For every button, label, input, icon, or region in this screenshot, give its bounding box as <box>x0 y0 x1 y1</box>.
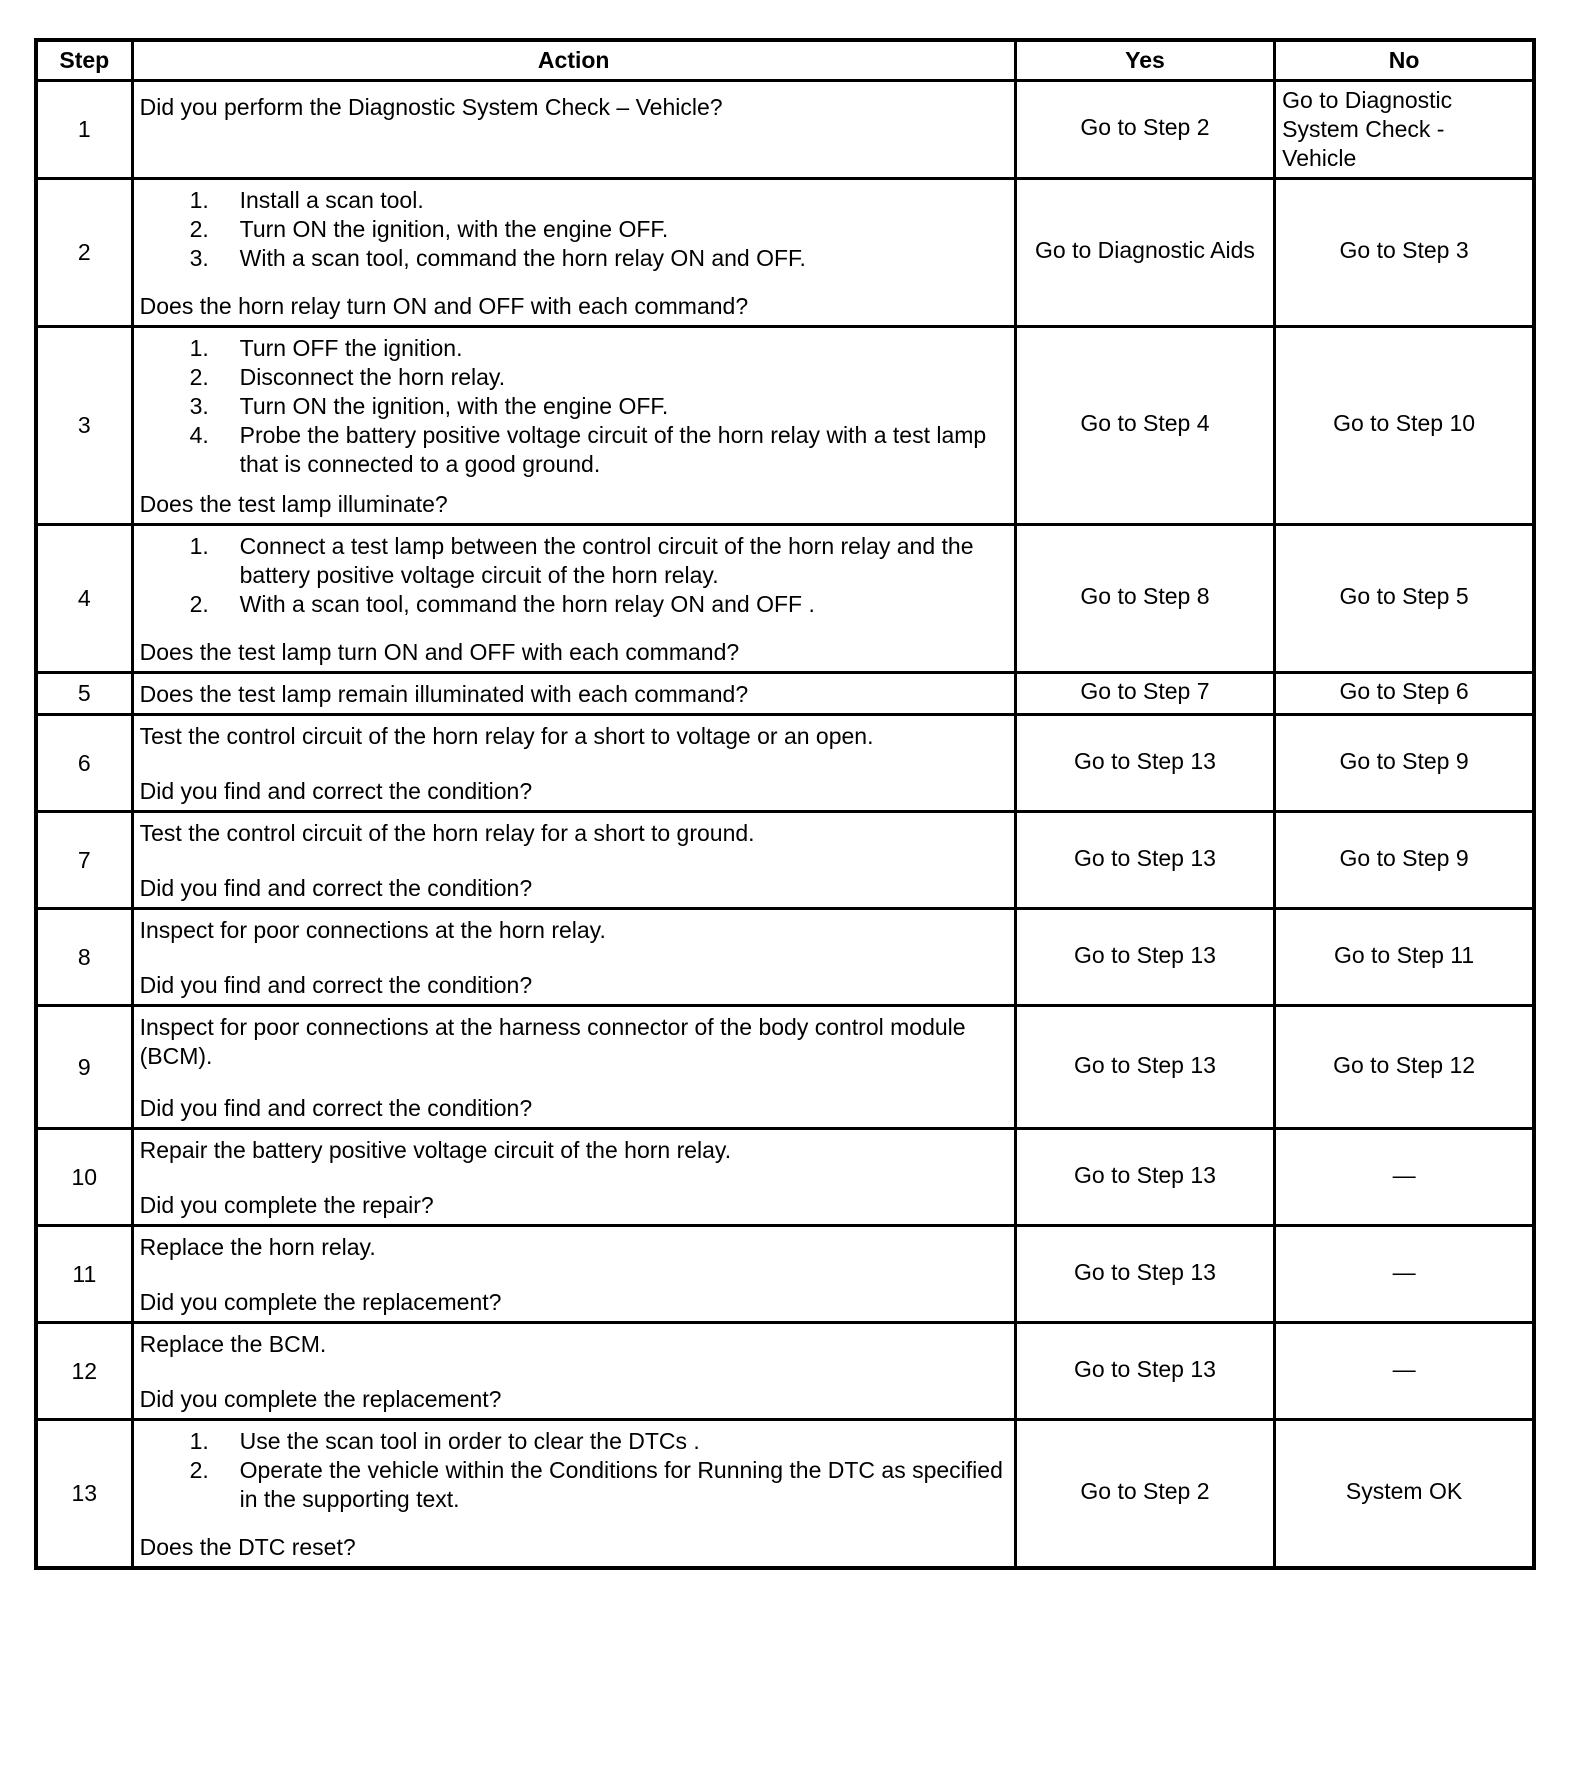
action-list <box>140 334 1008 479</box>
table-row <box>36 909 1534 1006</box>
list-item <box>190 244 1008 273</box>
no-outcome: System OK <box>1275 1420 1534 1569</box>
list-item-number: 1. <box>189 1428 209 1454</box>
action-list <box>140 1427 1008 1514</box>
list-item-text: Use the scan tool in order to clear the DTCs . <box>239 1428 700 1454</box>
action-cell <box>132 673 1015 715</box>
step-number: 3 <box>36 327 132 525</box>
action-cell <box>132 81 1015 179</box>
action-intro: Inspect for poor connections at the harness connector of the body control module (BCM). <box>139 1014 966 1069</box>
action-question: Did you find and correct the condition? <box>139 778 533 804</box>
yes-outcome: Go to Step 13 <box>1015 1006 1274 1129</box>
no-outcome: — <box>1275 1129 1534 1226</box>
yes-outcome: Go to Step 2 <box>1015 1420 1274 1569</box>
list-item <box>190 532 1008 590</box>
step-number: 9 <box>36 1006 132 1129</box>
table-row <box>36 673 1534 715</box>
action-list <box>140 186 1008 273</box>
action-cell <box>132 812 1015 909</box>
step-number: 4 <box>36 525 132 673</box>
list-item-text: Probe the battery positive voltage circuit of the horn relay with a test lamp that is connected to a good ground. <box>239 422 987 477</box>
action-cell <box>132 1006 1015 1129</box>
action-question: Did you find and correct the condition? <box>139 1095 533 1121</box>
list-item-text: With a scan tool, command the horn relay ON and OFF. <box>239 245 806 271</box>
table-row <box>36 1006 1534 1129</box>
list-item <box>190 186 1008 215</box>
yes-outcome: Go to Step 8 <box>1015 525 1274 673</box>
table-row <box>36 715 1534 812</box>
action-question: Did you complete the repair? <box>139 1192 434 1218</box>
list-item-text: Install a scan tool. <box>239 187 424 213</box>
step-number: 12 <box>36 1323 132 1420</box>
table-row <box>36 525 1534 673</box>
table-row <box>36 179 1534 327</box>
action-cell <box>132 909 1015 1006</box>
list-item <box>190 1427 1008 1456</box>
no-outcome: Go to Diagnostic System Check - Vehicle <box>1275 81 1534 179</box>
list-item-text: Operate the vehicle within the Conditions for Running the DTC as specified in the supporting text. <box>239 1457 1003 1512</box>
action-intro: Repair the battery positive voltage circuit of the horn relay. <box>139 1137 732 1163</box>
table-row <box>36 1323 1534 1420</box>
yes-outcome: Go to Step 4 <box>1015 327 1274 525</box>
list-item-text: Connect a test lamp between the control circuit of the horn relay and the battery positive voltage circuit of the horn relay. <box>239 533 974 588</box>
step-number: 2 <box>36 179 132 327</box>
diagnostic-table <box>34 38 1536 1570</box>
list-item-number: 1. <box>189 187 209 213</box>
step-number: 1 <box>36 81 132 179</box>
action-cell <box>132 525 1015 673</box>
no-outcome: — <box>1275 1226 1534 1323</box>
action-question: Did you complete the replacement? <box>139 1289 502 1315</box>
action-intro: Test the control circuit of the horn relay for a short to voltage or an open. <box>139 723 874 749</box>
no-outcome: Go to Step 9 <box>1275 715 1534 812</box>
action-intro: Test the control circuit of the horn relay for a short to ground. <box>139 820 755 846</box>
action-intro: Did you perform the Diagnostic System Check – Vehicle? <box>139 93 723 120</box>
list-item-number: 1. <box>189 533 209 559</box>
header-row <box>36 40 1534 81</box>
list-item-text: Turn ON the ignition, with the engine OFF. <box>239 393 669 419</box>
action-intro: Replace the horn relay. <box>139 1234 376 1260</box>
action-cell <box>132 179 1015 327</box>
action-question: Does the test lamp illuminate? <box>139 491 448 517</box>
step-number: 10 <box>36 1129 132 1226</box>
action-question: Did you complete the replacement? <box>139 1386 502 1412</box>
list-item-number: 4. <box>189 422 209 448</box>
no-outcome: Go to Step 3 <box>1275 179 1534 327</box>
step-number: 11 <box>36 1226 132 1323</box>
yes-outcome: Go to Step 7 <box>1015 673 1274 715</box>
list-item <box>190 1456 1008 1514</box>
action-cell <box>132 1129 1015 1226</box>
action-cell <box>132 715 1015 812</box>
action-intro: Replace the BCM. <box>139 1331 327 1357</box>
yes-outcome: Go to Diagnostic Aids <box>1015 179 1274 327</box>
no-outcome: Go to Step 9 <box>1275 812 1534 909</box>
action-question: Does the horn relay turn ON and OFF with each command? <box>139 293 749 319</box>
list-item-text: Turn ON the ignition, with the engine OFF. <box>239 216 669 242</box>
no-outcome: Go to Step 12 <box>1275 1006 1534 1129</box>
action-question: Does the test lamp remain illuminated with each command? <box>139 681 749 707</box>
yes-outcome: Go to Step 2 <box>1015 81 1274 179</box>
list-item <box>190 363 1008 392</box>
list-item <box>190 334 1008 363</box>
list-item-text: With a scan tool, command the horn relay ON and OFF . <box>239 591 815 617</box>
header-step: Step <box>36 40 132 81</box>
action-question: Does the test lamp turn ON and OFF with each command? <box>139 639 740 665</box>
action-cell <box>132 327 1015 525</box>
action-list <box>140 532 1008 619</box>
list-item-number: 2. <box>189 364 209 390</box>
yes-outcome: Go to Step 13 <box>1015 909 1274 1006</box>
yes-outcome: Go to Step 13 <box>1015 1226 1274 1323</box>
step-number: 6 <box>36 715 132 812</box>
table-row <box>36 1226 1534 1323</box>
table-row <box>36 81 1534 179</box>
list-item <box>190 392 1008 421</box>
step-number: 5 <box>36 673 132 715</box>
step-number: 13 <box>36 1420 132 1569</box>
list-item-number: 3. <box>189 245 209 271</box>
no-outcome: — <box>1275 1323 1534 1420</box>
yes-outcome: Go to Step 13 <box>1015 715 1274 812</box>
list-item-number: 2. <box>189 216 209 242</box>
list-item-number: 2. <box>189 591 209 617</box>
table-row <box>36 812 1534 909</box>
no-outcome: Go to Step 6 <box>1275 673 1534 715</box>
action-question: Does the DTC reset? <box>139 1534 356 1560</box>
list-item-text: Turn OFF the ignition. <box>239 335 463 361</box>
step-number: 7 <box>36 812 132 909</box>
list-item <box>190 215 1008 244</box>
action-cell <box>132 1323 1015 1420</box>
list-item-text: Disconnect the horn relay. <box>239 364 506 390</box>
header-yes: Yes <box>1015 40 1274 81</box>
list-item <box>190 421 1008 479</box>
table-row <box>36 327 1534 525</box>
action-question: Did you find and correct the condition? <box>139 972 533 998</box>
yes-outcome: Go to Step 13 <box>1015 1323 1274 1420</box>
action-cell <box>132 1226 1015 1323</box>
list-item <box>190 590 1008 619</box>
list-item-number: 2. <box>189 1457 209 1483</box>
list-item-number: 1. <box>189 335 209 361</box>
no-outcome: Go to Step 11 <box>1275 909 1534 1006</box>
yes-outcome: Go to Step 13 <box>1015 812 1274 909</box>
table-row <box>36 1129 1534 1226</box>
no-outcome: Go to Step 10 <box>1275 327 1534 525</box>
action-cell <box>132 1420 1015 1569</box>
header-no: No <box>1275 40 1534 81</box>
step-number: 8 <box>36 909 132 1006</box>
action-question: Did you find and correct the condition? <box>139 875 533 901</box>
action-intro: Inspect for poor connections at the horn relay. <box>139 917 606 943</box>
yes-outcome: Go to Step 13 <box>1015 1129 1274 1226</box>
table-body <box>36 81 1534 1569</box>
table-row <box>36 1420 1534 1569</box>
no-outcome: Go to Step 5 <box>1275 525 1534 673</box>
list-item-number: 3. <box>189 393 209 419</box>
header-action: Action <box>132 40 1015 81</box>
